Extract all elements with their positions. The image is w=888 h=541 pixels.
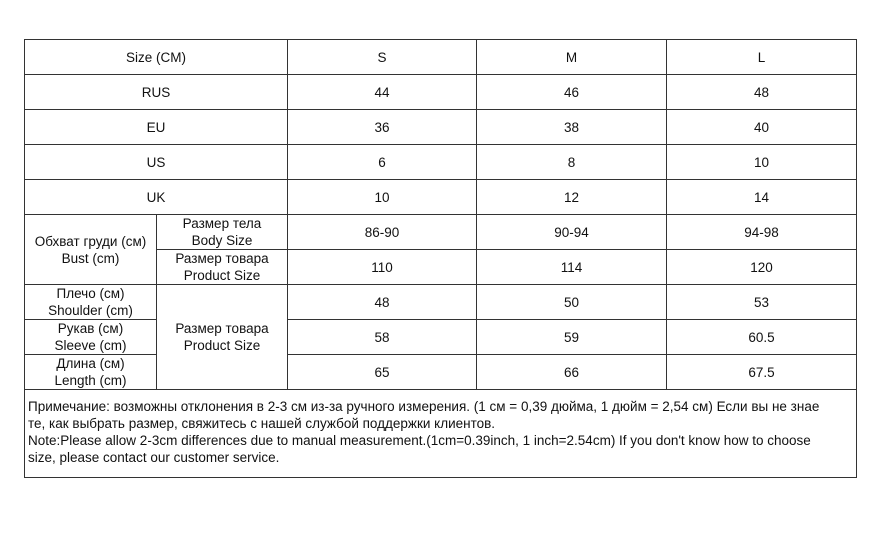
- shoulder-label-en: Shoulder (cm): [48, 303, 133, 318]
- bust-product-l: 120: [667, 250, 857, 285]
- sleeve-s: 58: [288, 320, 477, 355]
- length-l: 67.5: [667, 355, 857, 390]
- sleeve-row: [25, 320, 857, 355]
- bust-body-row: [25, 215, 857, 250]
- body-size-label: [157, 215, 288, 250]
- header-label: Size (CM): [25, 40, 288, 75]
- product-size-label-ru: Размер товара: [175, 251, 269, 266]
- us-s: 6: [288, 145, 477, 180]
- sleeve-label: [25, 320, 157, 355]
- length-s: 65: [288, 355, 477, 390]
- shoulder-s: 48: [288, 285, 477, 320]
- uk-row: [25, 180, 857, 215]
- bust-label-en: Bust (cm): [61, 250, 120, 266]
- length-m: 66: [477, 355, 667, 390]
- bust-body-s: 86-90: [288, 215, 477, 250]
- rus-label: RUS: [25, 75, 288, 110]
- size-s-header: S: [288, 40, 477, 75]
- rus-row: [25, 75, 857, 110]
- note-row: [25, 390, 857, 478]
- measurement-note: [25, 390, 857, 478]
- bust-body-l: 94-98: [667, 215, 857, 250]
- eu-row: [25, 110, 857, 145]
- us-m: 8: [477, 145, 667, 180]
- bust-product-m: 114: [477, 250, 667, 285]
- eu-label: EU: [25, 110, 288, 145]
- rus-l: 48: [667, 75, 857, 110]
- length-label: [25, 355, 157, 390]
- eu-s: 36: [288, 110, 477, 145]
- body-size-label-en: Body Size: [191, 233, 253, 248]
- product-size-group-label: [157, 285, 288, 390]
- rus-s: 44: [288, 75, 477, 110]
- bust-label: [25, 215, 157, 285]
- note-en-line1: Note:Please allow 2-3cm differences due to manual measurement.(1cm=0.39inch, 1 inch=2.54cm) If you don't know how to choose: [28, 433, 811, 448]
- uk-m: 12: [477, 180, 667, 215]
- sleeve-l: 60.5: [667, 320, 857, 355]
- note-en-line2: size, please contact our customer service.: [28, 450, 280, 465]
- us-l: 10: [667, 145, 857, 180]
- product-size-label: [157, 250, 288, 285]
- uk-s: 10: [288, 180, 477, 215]
- uk-label: UK: [25, 180, 288, 215]
- product-size-group-en: Product Size: [183, 338, 261, 353]
- us-label: US: [25, 145, 288, 180]
- header-row: [25, 40, 857, 75]
- sleeve-label-ru: Рукав (см): [57, 321, 124, 336]
- eu-m: 38: [477, 110, 667, 145]
- length-row: [25, 355, 857, 390]
- size-chart-table: [24, 39, 857, 478]
- eu-l: 40: [667, 110, 857, 145]
- length-label-en: Length (cm): [54, 373, 127, 388]
- size-l-header: L: [667, 40, 857, 75]
- product-size-group-ru: Размер товара: [175, 321, 269, 336]
- shoulder-label: [25, 285, 157, 320]
- us-row: [25, 145, 857, 180]
- length-label-ru: Длина (см): [56, 356, 125, 371]
- shoulder-m: 50: [477, 285, 667, 320]
- body-size-label-ru: Размер тела: [182, 216, 262, 231]
- shoulder-label-ru: Плечо (см): [56, 286, 125, 301]
- rus-m: 46: [477, 75, 667, 110]
- product-size-label-en: Product Size: [183, 268, 261, 283]
- size-m-header: M: [477, 40, 667, 75]
- note-ru-line1: Примечание: возможны отклонения в 2-3 см из-за ручного измерения. (1 см = 0,39 дюйма, 1 дюйм = 2,54 см) Если вы не знае: [28, 399, 820, 414]
- bust-product-s: 110: [288, 250, 477, 285]
- shoulder-l: 53: [667, 285, 857, 320]
- bust-body-m: 90-94: [477, 215, 667, 250]
- sleeve-m: 59: [477, 320, 667, 355]
- shoulder-row: [25, 285, 857, 320]
- note-ru-line2: те, как выбрать размер, свяжитесь с нашей службой поддержки клиентов.: [28, 416, 496, 431]
- uk-l: 14: [667, 180, 857, 215]
- sleeve-label-en: Sleeve (cm): [54, 338, 127, 353]
- bust-label-ru: Обхват груди (см): [34, 233, 147, 249]
